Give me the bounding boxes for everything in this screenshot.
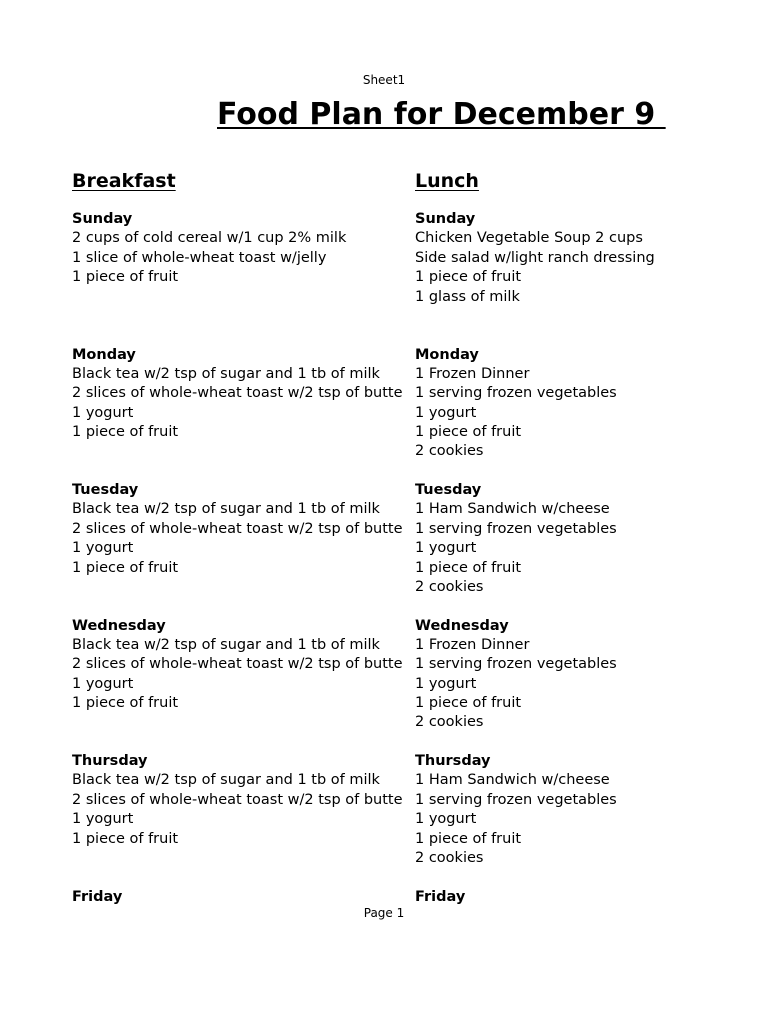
- day-name: Friday: [415, 888, 466, 905]
- meal-item: 1 serving frozen vegetables: [415, 385, 617, 402]
- day-name: Sunday: [415, 211, 476, 227]
- meal-item: 2 cookies: [415, 443, 484, 460]
- meal-item: 1 piece of fruit: [72, 269, 179, 286]
- day-name: Thursday: [72, 753, 148, 769]
- breakfast-day-wednesday: [72, 617, 415, 753]
- lunch-day-monday: [415, 346, 755, 482]
- meal-item: 2 slices of whole-wheat toast w/2 tsp of butte: [72, 520, 403, 537]
- meal-item: 2 slices of whole-wheat toast w/2 tsp of butte: [72, 791, 403, 808]
- lunch-day-wednesday: [415, 617, 755, 753]
- meal-item: 1 yogurt: [415, 675, 477, 692]
- meal-item: 1 Frozen Dinner: [415, 636, 530, 653]
- meal-item: 1 piece of fruit: [72, 559, 179, 576]
- meal-item: 1 piece of fruit: [415, 695, 522, 712]
- meal-item: 1 serving frozen vegetables: [415, 791, 617, 808]
- meal-item: Black tea w/2 tsp of sugar and 1 tb of milk: [72, 772, 380, 789]
- meal-item: 2 slices of whole-wheat toast w/2 tsp of butte: [72, 656, 403, 673]
- meal-item: Side salad w/light ranch dressing: [415, 249, 655, 266]
- lunch-day-thursday: [415, 752, 755, 888]
- meal-item: 1 piece of fruit: [72, 830, 179, 847]
- meal-item: 1 piece of fruit: [415, 559, 522, 576]
- lunch-heading: Lunch: [415, 170, 479, 192]
- meal-item: 2 slices of whole-wheat toast w/2 tsp of butte: [72, 385, 403, 402]
- day-name: Monday: [415, 346, 479, 363]
- meal-item: 1 yogurt: [72, 811, 134, 828]
- meal-item: 1 piece of fruit: [415, 830, 522, 847]
- meal-item: 2 cookies: [415, 578, 484, 595]
- meal-item: 1 yogurt: [72, 675, 134, 692]
- lunch-day-tuesday: [415, 481, 755, 617]
- meal-item: 1 yogurt: [415, 540, 477, 557]
- breakfast-day-monday: [72, 346, 415, 482]
- breakfast-day-thursday: [72, 752, 415, 888]
- meal-item: 1 yogurt: [72, 540, 134, 557]
- meal-item: 1 yogurt: [415, 404, 477, 421]
- day-name: Wednesday: [415, 617, 509, 634]
- page-title: Food Plan for December 9: [217, 97, 666, 132]
- day-name: Tuesday: [72, 482, 139, 498]
- meal-item: 1 piece of fruit: [415, 269, 522, 286]
- meal-item: 2 cookies: [415, 714, 484, 731]
- meal-item: Black tea w/2 tsp of sugar and 1 tb of milk: [72, 365, 380, 382]
- meal-item: 1 Ham Sandwich w/cheese: [415, 772, 610, 789]
- sheet-name-header: Sheet1: [362, 73, 406, 87]
- meal-item: Chicken Vegetable Soup 2 cups: [415, 230, 643, 247]
- meal-item: 1 serving frozen vegetables: [415, 520, 617, 537]
- day-name: Tuesday: [415, 482, 482, 498]
- day-name: Sunday: [72, 211, 133, 227]
- lunch-day-sunday: [415, 210, 755, 346]
- meal-item: 2 cups of cold cereal w/1 cup 2% milk: [72, 230, 347, 247]
- day-name: Friday: [72, 888, 123, 905]
- breakfast-column: [72, 168, 415, 1023]
- page-number-footer: Page 1: [363, 906, 405, 920]
- meal-item: 1 piece of fruit: [72, 695, 179, 712]
- day-name: Thursday: [415, 753, 491, 769]
- meal-item: 1 piece of fruit: [415, 424, 522, 441]
- breakfast-day-tuesday: [72, 481, 415, 617]
- breakfast-heading: Breakfast: [72, 170, 176, 192]
- meal-item: 1 yogurt: [72, 404, 134, 421]
- meal-item: 1 slice of whole-wheat toast w/jelly: [72, 249, 327, 266]
- breakfast-day-sunday: [72, 210, 415, 346]
- meal-item: 1 serving frozen vegetables: [415, 656, 617, 673]
- meal-item: Black tea w/2 tsp of sugar and 1 tb of milk: [72, 636, 380, 653]
- meal-item: 2 cookies: [415, 849, 484, 866]
- meal-item: Black tea w/2 tsp of sugar and 1 tb of milk: [72, 501, 380, 518]
- meal-item: 1 yogurt: [415, 811, 477, 828]
- day-name: Monday: [72, 346, 136, 363]
- meal-item: 1 Ham Sandwich w/cheese: [415, 501, 610, 518]
- meal-item: 1 piece of fruit: [72, 424, 179, 441]
- meal-item: 1 Frozen Dinner: [415, 365, 530, 382]
- lunch-column: [415, 168, 755, 1023]
- day-name: Wednesday: [72, 617, 166, 634]
- meal-item: 1 glass of milk: [415, 288, 520, 305]
